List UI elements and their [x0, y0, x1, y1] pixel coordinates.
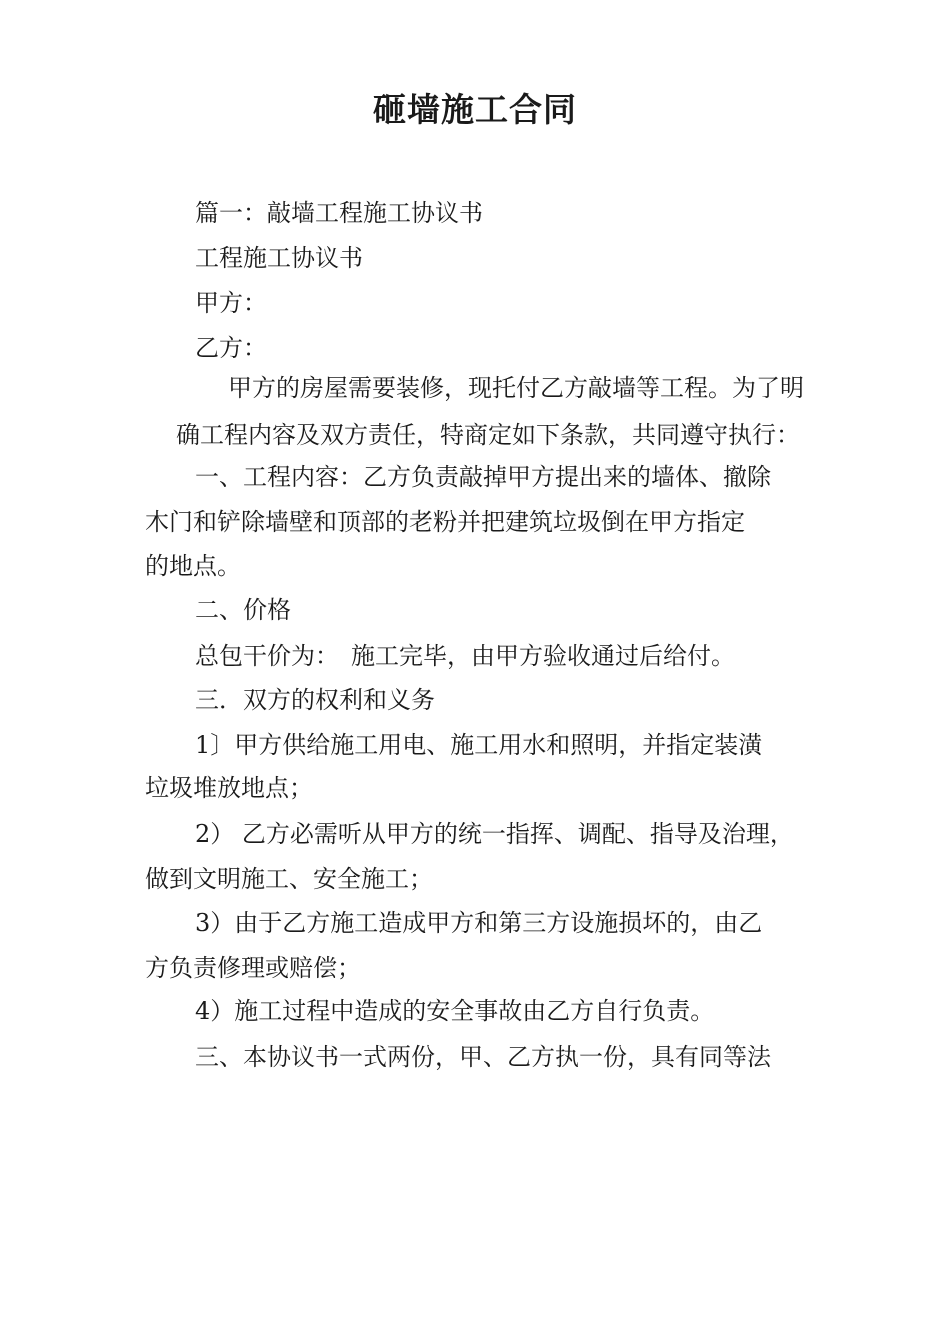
document-title: 砸墙施工合同 [373, 90, 577, 129]
paragraph-line: 木门和铲除墙壁和顶部的老粉并把建筑垃圾倒在甲方指定 [145, 508, 745, 536]
agreement-heading: 工程施工协议书 [195, 244, 363, 272]
party-b-label: 乙方： [195, 334, 267, 362]
paragraph-line: 方负责修理或赔偿； [145, 954, 361, 982]
paragraph-line: 二、价格 [195, 596, 291, 624]
paragraph-line: 4）施工过程中造成的安全事故由乙方自行负责。 [195, 997, 715, 1025]
paragraph-line: 一、工程内容：乙方负责敲掉甲方提出来的墙体、撤除 [195, 463, 771, 491]
paragraph-line: 三、本协议书一式两份，甲、乙方执一份，具有同等法 [195, 1043, 771, 1071]
paragraph-line: 2） 乙方必需听从甲方的统一指挥、调配、指导及治理， [195, 820, 794, 848]
paragraph-line: 垃圾堆放地点； [145, 774, 313, 802]
party-a-label: 甲方： [195, 289, 267, 317]
section-heading: 篇一：敲墙工程施工协议书 [195, 199, 483, 227]
paragraph-line: 甲方的房屋需要装修，现托付乙方敲墙等工程。为了明 [228, 374, 804, 402]
paragraph-line: 做到文明施工、安全施工； [145, 865, 433, 893]
paragraph-line: 的地点。 [145, 552, 241, 580]
paragraph-line: 3）由于乙方施工造成甲方和第三方设施损坏的，由乙 [195, 909, 763, 937]
paragraph-line: 总包干价为： 施工完毕，由甲方验收通过后给付。 [195, 642, 735, 670]
paragraph-line: 确工程内容及双方责任，特商定如下条款，共同遵守执行： [176, 421, 800, 449]
paragraph-line: 三．双方的权利和义务 [195, 686, 435, 714]
paragraph-line: 1〕甲方供给施工用电、施工用水和照明，并指定装潢 [195, 731, 763, 759]
